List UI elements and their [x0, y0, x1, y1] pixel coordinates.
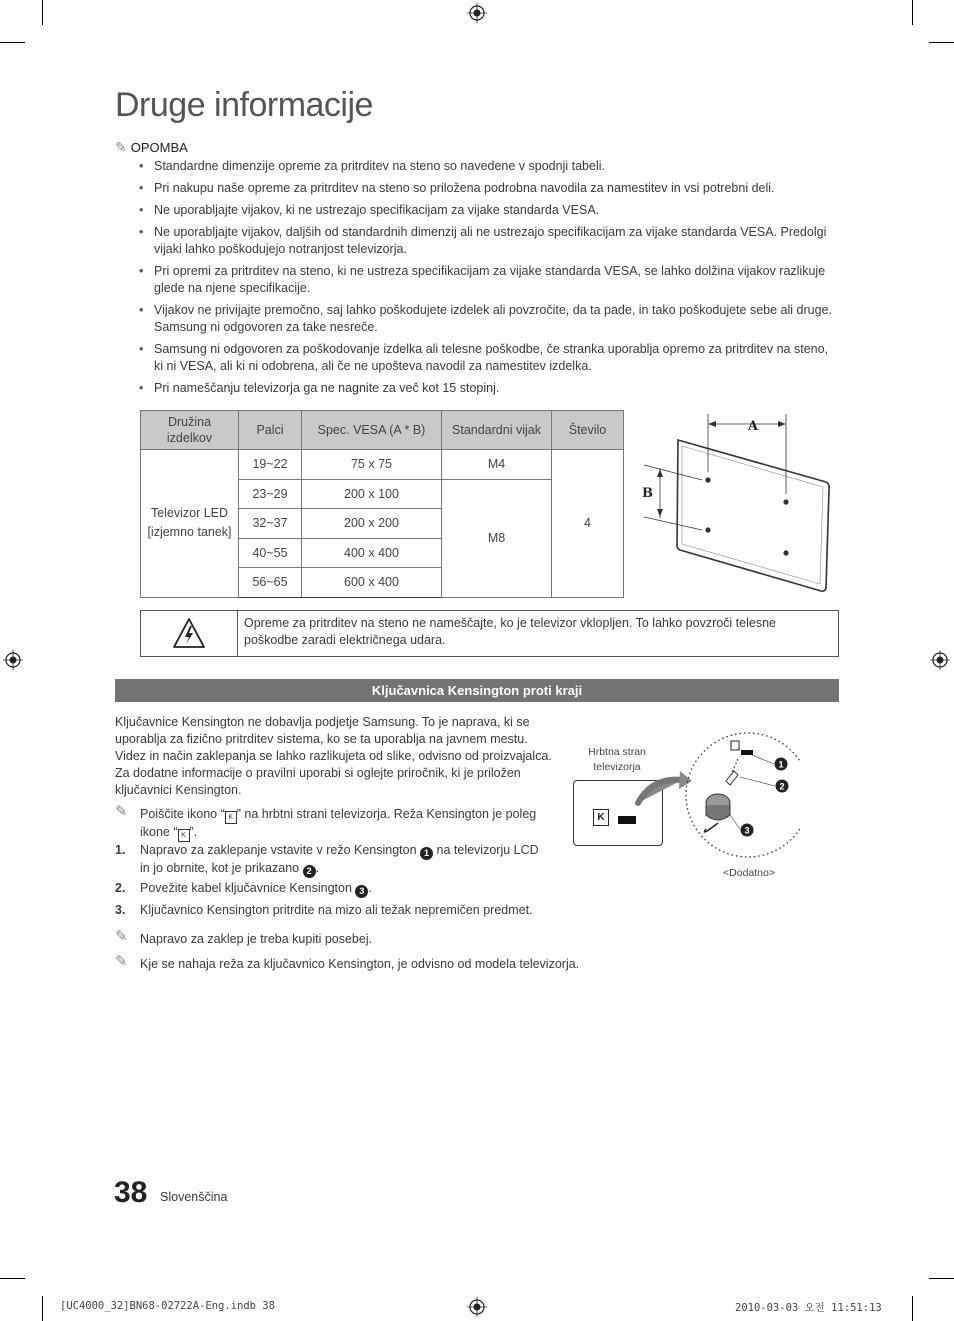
step-number: 2.	[115, 881, 126, 895]
table-row	[141, 450, 624, 480]
step-marker-2: 2	[303, 865, 316, 878]
page-title: Druge informacije	[115, 86, 373, 124]
step-text: Povežite kabel ključavnice Kensington	[140, 881, 352, 895]
step-3: Ključavnico Kensington pritrdite na mizo ali težak nepremičen predmet.	[140, 903, 533, 917]
list-item: • Standardne dimenzije opreme za pritrditev na steno so navedene v spodnji tabeli.	[139, 158, 839, 175]
kensington-icon: K	[225, 811, 237, 824]
note-slot-location: Kje se nahaja reža za ključavnico Kensington, je odvisno od modela televizorja.	[140, 957, 580, 971]
list-item: • Ne uporabljajte vijakov, daljših od standardnih dimenzij ali ne ustrezajo specifikacijam za vijake standarda VESA. Predolgi vijaki lahko poškodujejo notranjost televizorja.	[139, 224, 839, 258]
step-text: Napravo za zaklepanje vstavite v režo Kensington	[140, 843, 417, 857]
electric-shock-warning-icon	[172, 617, 206, 649]
dimension-b-label: B	[642, 486, 653, 501]
step-marker-1: 1	[420, 847, 433, 860]
figure-marker-1: 1	[778, 759, 784, 770]
registration-mark-icon	[467, 1297, 487, 1317]
crop-mark	[42, 0, 43, 25]
page-number: 38	[114, 1176, 148, 1209]
vesa-hole-diagram	[640, 410, 840, 595]
table-cell: M8	[442, 479, 552, 597]
table-cell: 32~37	[239, 509, 302, 539]
table-header: Družina izdelkov	[141, 411, 239, 450]
pencil-note-icon: ✎	[115, 139, 127, 155]
crop-mark	[0, 1278, 25, 1279]
step-number: 1.	[115, 843, 126, 857]
step-text: .	[368, 881, 372, 895]
step-2	[140, 880, 540, 898]
table-cell: 23~29	[239, 479, 302, 509]
step-text: na televizorju LCD in jo obrnite, kot je prikazano	[140, 843, 539, 875]
list-item: • Pri nameščanju televizorja ga ne nagnite za več kot 15 stopinj.	[139, 380, 839, 397]
table-header: Palci	[239, 411, 302, 450]
note-purchase: Napravo za zaklep je treba kupiti posebej.	[140, 932, 373, 946]
table-cell: 600 x 400	[302, 568, 442, 598]
note-heading	[115, 139, 188, 156]
pencil-note-icon: ✎	[115, 928, 128, 945]
table-cell-count: 4	[552, 450, 624, 598]
figure-label-back: Hrbtna stran televizorja	[588, 746, 646, 773]
crop-mark	[912, 0, 913, 25]
table-cell-family: Televizor LED [izjemno tanek]	[141, 450, 239, 598]
section-heading: Ključavnica Kensington proti kraji	[115, 679, 839, 702]
crop-mark	[42, 1296, 43, 1321]
list-item: • Samsung ni odgovoren za poškodovanje izdelka ali telesne poškodbe, če stranka uporablja opremo za pritrditev na steno, ki ni VESA, ali ki ni odobrena, ali če ne upošteva navodil za namestitev izdelka.	[139, 341, 839, 375]
kensington-intro: Ključavnice Kensington ne dobavlja podjetje Samsung. To je naprava, ki se uporablja za fizično pritrditev sistema, ko se ta uporablja na javnem mestu. Videz in način zaklepanja se lahko razlikujeta od slike, odvisno od proizvajalca. Za dodatne informacije o pravilni uporabi si oglejte priročnik, ki je priložen ključavnici Kensington.	[115, 715, 552, 797]
dimension-a-label: A	[748, 419, 759, 434]
note-text: ” na hrbtni strani televizorja. Reža Kensington je poleg ikone “	[140, 807, 537, 839]
step-marker-3: 3	[355, 885, 368, 898]
crop-mark	[0, 42, 25, 43]
crop-mark	[929, 1278, 954, 1279]
table-cell: 56~65	[239, 568, 302, 598]
table-cell: 75 x 75	[302, 450, 442, 480]
registration-mark-icon	[3, 650, 23, 670]
table-cell: 200 x 200	[302, 509, 442, 539]
page-language: Slovenščina	[160, 1190, 228, 1204]
print-slug-right: 2010-03-03 오전 11:51:13	[735, 1302, 882, 1314]
warning-box	[140, 610, 839, 657]
step-number: 3.	[115, 903, 126, 917]
warning-icon-cell	[141, 611, 238, 656]
table-cell: 40~55	[239, 538, 302, 568]
vesa-spec-table	[140, 410, 624, 598]
table-header: Število	[552, 411, 624, 450]
warning-text: Opreme za pritrditev na steno ne nameščajte, ko je televizor vklopljen. To lahko povzroči telesne poškodbe zaradi električnega udara.	[244, 616, 776, 647]
list-item: • Vijakov ne privijajte premočno, saj lahko poškodujete izdelek ali povzročite, da ta pade, in tako poškodujete sebe ali druge. Samsung ni odgovoren za take nesreče.	[139, 302, 839, 336]
table-cell: 400 x 400	[302, 538, 442, 568]
pencil-note-icon: ✎	[115, 953, 128, 970]
figure-marker-3: 3	[744, 825, 750, 836]
note-text: Poiščite ikono “	[140, 807, 225, 821]
table-header: Spec. VESA (A * B)	[302, 411, 442, 450]
step-1	[140, 842, 540, 878]
figure-label-optional: <Dodatno>	[723, 867, 775, 879]
note-text: ”.	[189, 825, 198, 839]
registration-mark-icon	[930, 650, 950, 670]
step-text: .	[315, 861, 320, 875]
list-item: • Ne uporabljajte vijakov, ki ne ustrezajo specifikacijam za vijake standarda VESA.	[139, 202, 839, 219]
crop-mark	[929, 42, 954, 43]
table-cell: M4	[442, 450, 552, 480]
list-item: • Pri nakupu naše opreme za pritrditev na steno so priložena podrobna navodila za namestitev in vsi potrebni deli.	[139, 180, 839, 197]
crop-mark	[912, 1296, 913, 1321]
note-heading-label: OPOMBA	[130, 140, 188, 155]
print-slug-left: [UC4000_32]BN68-02722A-Eng.indb 38	[60, 1300, 275, 1312]
figure-marker-2: 2	[779, 781, 785, 792]
kensington-icon: K	[178, 829, 190, 842]
pencil-note-icon: ✎	[115, 803, 128, 820]
kensington-note-icon	[140, 806, 540, 842]
kensington-icon: K	[593, 809, 609, 826]
kensington-lock-illustration	[630, 725, 800, 865]
table-header: Standardni vijak	[442, 411, 552, 450]
table-cell: 19~22	[239, 450, 302, 480]
table-header-row	[141, 411, 624, 450]
registration-mark-icon	[467, 3, 487, 23]
list-item: • Pri opremi za pritrditev na steno, ki ne ustreza specifikacijam za vijake standarda VESA, se lahko dolžina vijakov razlikuje glede na njene specifikacije.	[139, 263, 839, 297]
note-list	[139, 158, 839, 402]
table-cell: 200 x 100	[302, 479, 442, 509]
